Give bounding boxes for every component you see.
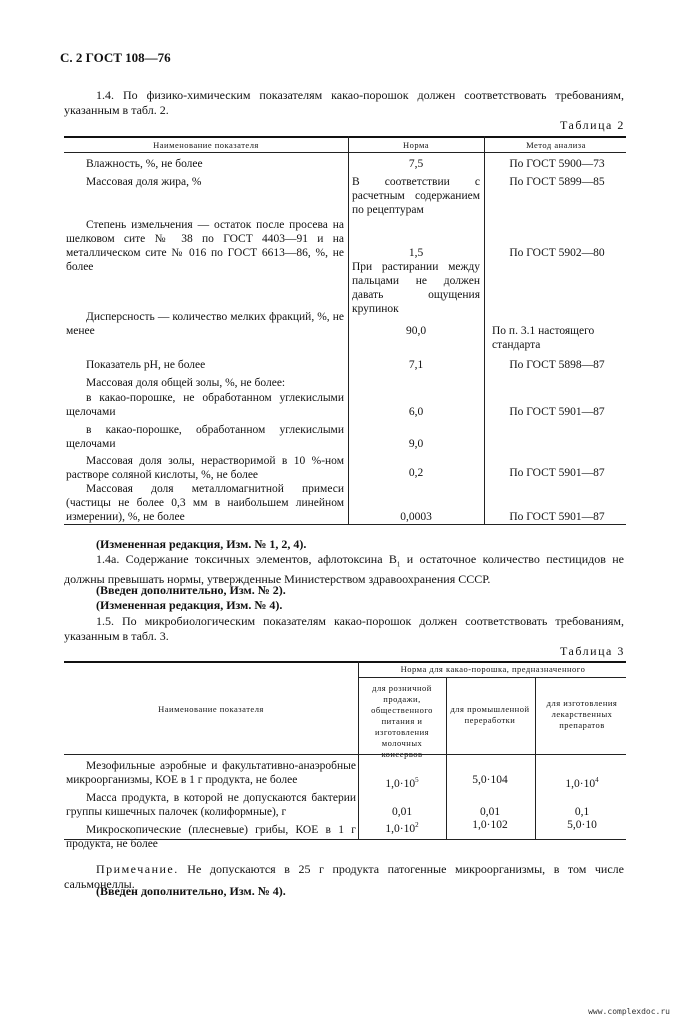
table3-col-group: Норма для какао-порошка, предназначенного [400, 664, 586, 674]
table3-group-rule [358, 677, 626, 678]
table3-sub-b: для промышленной переработки [450, 704, 530, 725]
t2-r3-norm: 90,0 [405, 325, 427, 337]
table2-col-method: Метод анализа [526, 140, 586, 150]
t2-r7-norm: 9,0 [408, 438, 424, 450]
t2-r8-norm: 0,2 [408, 467, 424, 479]
t3-r2-a-exp: 2 [415, 821, 419, 829]
t2-r9-norm: 0,0003 [400, 511, 432, 523]
t2-r1-method: По ГОСТ 5899—85 [509, 176, 605, 188]
table3-top-rule [64, 661, 626, 663]
footer-watermark: www.complexdoc.ru [588, 1007, 670, 1016]
t3-r2-a [360, 818, 444, 836]
table2-top-rule [64, 136, 626, 138]
p14a-pre: 1.4а. Содержание токсичных элементов, афлотоксина В [96, 552, 397, 566]
t3-r0-a-base: 1,0·10 [385, 777, 416, 790]
t2-r8-method: По ГОСТ 5901—87 [509, 467, 605, 479]
t3-r2-b: 1,0·102 [472, 819, 508, 831]
t3-r1-a: 0,01 [391, 806, 413, 818]
t3-r1-b: 0,01 [479, 806, 501, 818]
p14a-post: и остаточное количество пестицидов не должны превышать нормы, утвержденные Министерством здравоохранения СССР. [64, 552, 624, 587]
t2-r0-method: По ГОСТ 5900—73 [509, 158, 605, 170]
t3-r2-c: 5,0·10 [567, 819, 597, 831]
intro-note-4: (Введен дополнительно, Изм. № 4). [96, 884, 286, 898]
t2-r6-name: в какао-порошке, не обработанном углекислыми щелочами [66, 392, 344, 418]
table3-vline-1 [358, 661, 359, 839]
t2-r3-name: Дисперсность — количество мелких фракций, %, не менее [66, 311, 344, 337]
t3-r1-name: Масса продукта, в которой не допускаются бактерии группы кишечных палочек (колиформные), г [66, 792, 356, 818]
table3-col-name: Наименование показателя [158, 704, 264, 714]
t2-r9-method: По ГОСТ 5901—87 [509, 511, 605, 523]
edit-note-4: (Измененная редакция, Изм. № 4). [96, 598, 283, 612]
table3-vline-2 [446, 677, 447, 839]
t2-r4-method: По ГОСТ 5898—87 [509, 359, 605, 371]
t2-r2-norm: 1,5 [408, 247, 424, 259]
table3-header-rule [64, 754, 626, 755]
table2-col-norm: Норма [402, 140, 430, 150]
t3-r0-a [360, 773, 444, 791]
page-header: С. 2 ГОСТ 108—76 [60, 50, 171, 65]
intro-note-2: (Введен дополнительно, Изм. № 2). [96, 583, 286, 597]
t3-r1-c: 0,1 [574, 806, 590, 818]
t2-r9-name: Массовая доля металломагнитной примеси (частицы не более 0,3 мм в наибольшем линейном измерении), %, не более [66, 483, 344, 523]
note-text: Не допускаются в 25 г продукта патогенные микроорганизмы, в том числе сальмонеллы. [64, 862, 624, 891]
t2-r8-name: Массовая доля золы, нерастворимой в 10 %-ном растворе соляной кислоты, %, не более [66, 455, 344, 481]
t2-r2-method: По ГОСТ 5902—80 [509, 247, 605, 259]
t3-r0-c [538, 773, 626, 791]
edit-note-1: (Измененная редакция, Изм. № 1, 2, 4). [96, 537, 307, 551]
t2-r6-norm: 6,0 [408, 406, 424, 418]
t2-r0-norm: 7,5 [408, 158, 424, 170]
t3-r0-c-exp: 4 [595, 776, 599, 784]
t2-r4-name: Показатель рН, не более [86, 359, 206, 371]
t2-r1-norm: В соответствии с расчетным содержанием по рецептурам [352, 176, 480, 216]
table2-caption: Таблица 2 [560, 118, 625, 132]
t2-r3-method: По п. 3.1 настоящего стандарта [492, 325, 595, 351]
paragraph-1-5: 1.5. По микробиологическим показателям какао-порошок должен соответствовать требованиям, указанным в табл. 3. [64, 614, 624, 643]
table2-header-rule [64, 152, 626, 153]
t3-r2-name: Микроскопические (плесневые) грибы, КОЕ в 1 г продукта, не более [66, 824, 356, 850]
t2-r5-name: Массовая доля общей золы, %, не более: [86, 377, 286, 389]
table3-sub-a: для розничной продажи, общественного питания и изготовления молочных консервов [371, 683, 433, 759]
table2-bottom-rule [64, 524, 626, 525]
t2-r4-norm: 7,1 [408, 359, 424, 371]
note-label: Примечание. [96, 862, 179, 876]
t2-r7-name: в какао-порошке, обработанном углекислыми щелочами [66, 424, 344, 450]
t3-r0-name: Мезофильные аэробные и факультативно-анаэробные микроорганизмы, КОЕ в 1 г продукта, не более [66, 760, 356, 786]
t2-r2-norm-note: При растирании между пальцами не должен давать ощущения крупинок [352, 261, 480, 315]
paragraph-1-4: 1.4. По физико-химическим показателям какао-порошок должен соответствовать требованиям, указанным в табл. 2. [64, 88, 624, 117]
t2-r1-name: Массовая доля жира, % [86, 176, 202, 188]
table3-sub-c: для изготовления лекарственных препаратов [546, 698, 618, 730]
t3-r0-b: 5,0·104 [472, 774, 508, 786]
table2-col-name: Наименование показателя [153, 140, 259, 150]
table2-vline-2 [484, 136, 485, 524]
t3-r0-a-exp: 5 [415, 776, 419, 784]
t3-r0-c-base: 1,0·10 [565, 777, 596, 790]
table2-vline-1 [348, 136, 349, 524]
t2-r0-name: Влажность, %, не более [86, 158, 203, 170]
t2-r2-name: Степень измельчения — остаток после просева на шелковом сите № 38 по ГОСТ 4403—91 и на металлическом сите № 016 по ГОСТ 6613—86, %, не более [66, 219, 344, 273]
t2-r6-method: По ГОСТ 5901—87 [509, 406, 605, 418]
table3-vline-3 [535, 677, 536, 839]
t3-r2-a-base: 1,0·10 [385, 822, 416, 835]
p14a-subscript: 1 [396, 560, 401, 569]
table3-caption: Таблица 3 [560, 644, 625, 658]
